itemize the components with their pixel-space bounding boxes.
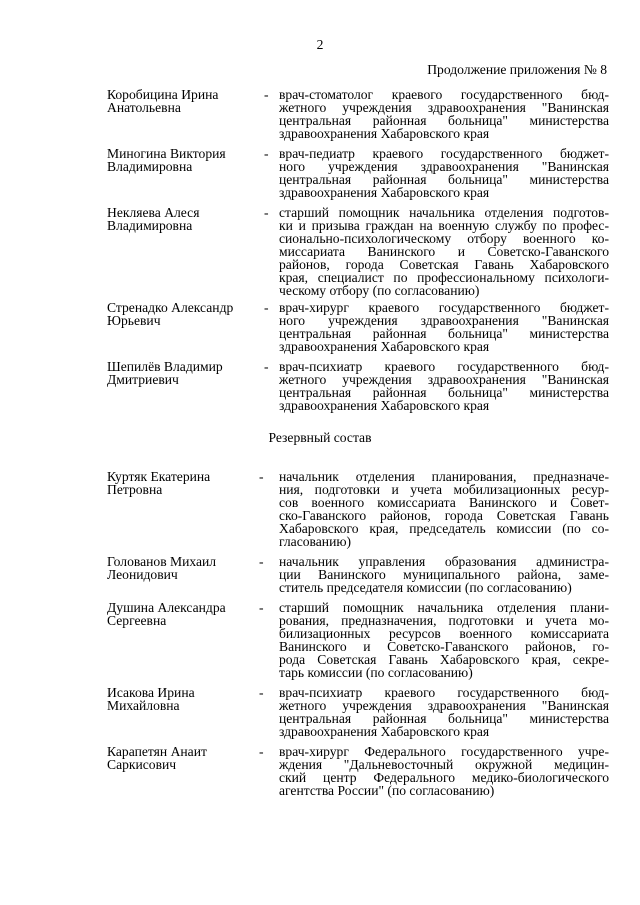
member-name [107, 301, 257, 327]
member-duty-line: ции Ванинского муниципального района, заме- [279, 567, 609, 582]
member-duty-line: врач-хирург Федерального государственного учре- [279, 744, 609, 759]
member-duty-line: центральная районная больница" министерства [279, 113, 609, 128]
member-duty-line: миссариата Ванинского и Советско-Гаванского [279, 244, 609, 259]
member-name [107, 555, 257, 581]
dash-separator: - [264, 300, 269, 315]
member-duty-line: сов военного комиссариата Ванинского и Совет- [279, 495, 609, 510]
member-duty-line: здравоохранения Хабаровского края [279, 126, 490, 141]
member-duty-line: врач-стоматолог краевого государственного бюд- [279, 87, 609, 102]
member-name-line: Владимировна [107, 159, 193, 174]
reserve-section-title: Резервный состав [268, 430, 372, 445]
member-duty [279, 360, 609, 412]
member-name-line: Карапетян Анаит [107, 744, 207, 759]
dash-separator: - [264, 205, 269, 220]
member-duty-line: края, специалист по профессиональному психологи- [279, 270, 609, 285]
member-name-line: Дмитриевич [107, 372, 179, 387]
member-duty-line: ский центр Федерального медико-биологического [279, 770, 609, 785]
member-name-line: Юрьевич [107, 313, 161, 328]
member-duty [279, 686, 609, 738]
member-duty-line: тарь комиссии (по согласованию) [279, 665, 473, 680]
member-duty [279, 147, 609, 199]
member-duty-line: врач-педиатр краевого государственного бюджет- [279, 146, 609, 161]
dash-separator: - [259, 469, 264, 484]
member-duty-line: центральная районная больница" министерства [279, 326, 609, 341]
dash-separator: - [259, 685, 264, 700]
member-duty [279, 301, 609, 353]
member-duty-line: здравоохранения Хабаровского края [279, 398, 490, 413]
dash-separator: - [259, 600, 264, 615]
member-name-line: Миногина Виктория [107, 146, 226, 161]
member-name [107, 147, 257, 173]
member-duty-line: ститель председателя комиссии (по согласованию) [279, 580, 572, 595]
member-name-line: Некляева Алеся [107, 205, 200, 220]
member-duty-line: гласованию) [279, 534, 352, 549]
member-name [107, 206, 257, 232]
member-duty-line: жетного учреждения здравоохранения "Ванинская [279, 100, 609, 115]
continuation-header: Продолжение приложения № 8 [427, 62, 607, 77]
dash-separator: - [264, 146, 269, 161]
dash-separator: - [259, 554, 264, 569]
member-duty [279, 470, 609, 548]
member-duty-line: центральная районная больница" министерства [279, 172, 609, 187]
member-name [107, 745, 257, 771]
member-duty-line: начальник отделения планирования, предназначе- [279, 469, 609, 484]
member-duty-line: районов, города Советская Гавань Хабаровского [279, 257, 609, 272]
member-name-line: Петровна [107, 482, 163, 497]
member-name [107, 470, 257, 496]
member-duty-line: здравоохранения Хабаровского края [279, 185, 490, 200]
member-duty-line: ско-Гаванского районов, города Советская Гавань [279, 508, 609, 523]
member-duty-line: Ванинского и Советско-Гаванского районов, го- [279, 639, 609, 654]
dash-separator: - [259, 744, 264, 759]
member-duty-line: ческому отбору (по согласованию) [279, 283, 480, 298]
member-duty-line: центральная районная больница" министерства [279, 711, 609, 726]
member-name-line: Голованов Михаил [107, 554, 217, 569]
member-duty-line: старший помощник начальника отделения плани- [279, 600, 609, 615]
member-name-line: Исакова Ирина [107, 685, 195, 700]
member-name [107, 601, 257, 627]
member-duty-line: ждения "Дальневосточный окружной медицин- [279, 757, 609, 772]
member-name-line: Куртяк Екатерина [107, 469, 211, 484]
member-duty-line: билизационных ресурсов военного комиссариата [279, 626, 609, 641]
member-name-line: Душина Александра [107, 600, 226, 615]
member-name-line: Стренадко Александр [107, 300, 234, 315]
member-duty-line: ного учреждения здравоохранения "Ванинская [279, 159, 609, 174]
member-duty-line: ния, подготовки и учета мобилизационных ресур- [279, 482, 609, 497]
member-duty [279, 555, 609, 594]
member-duty [279, 88, 609, 140]
member-name-line: Шепилёв Владимир [107, 359, 223, 374]
member-name-line: Владимировна [107, 218, 193, 233]
member-duty-line: агентства России" (по согласованию) [279, 783, 495, 798]
member-name [107, 686, 257, 712]
member-duty [279, 206, 609, 297]
dash-separator: - [264, 359, 269, 374]
member-duty-line: врач-психиатр краевого государственного бюд- [279, 359, 609, 374]
member-name [107, 88, 257, 114]
member-duty-line: врач-хирург краевого государственного бюджет- [279, 300, 609, 315]
member-duty-line: жетного учреждения здравоохранения "Ванинская [279, 372, 609, 387]
member-duty-line: рода Советская Гавань Хабаровского края, секре- [279, 652, 609, 667]
member-duty-line: здравоохранения Хабаровского края [279, 339, 490, 354]
member-duty [279, 601, 609, 679]
member-duty-line: ного учреждения здравоохранения "Ванинская [279, 313, 609, 328]
member-name-line: Саркисович [107, 757, 177, 772]
member-duty-line: здравоохранения Хабаровского края [279, 724, 490, 739]
member-name-line: Сергеевна [107, 613, 167, 628]
member-duty-line: рования, предназначения, подготовки и учета мо- [279, 613, 609, 628]
member-name-line: Михайловна [107, 698, 180, 713]
page-number: 2 [316, 37, 324, 52]
member-duty-line: старший помощник начальника отделения подготов- [279, 205, 609, 220]
dash-separator: - [264, 87, 269, 102]
member-duty-line: начальник управления образования администра- [279, 554, 609, 569]
member-duty-line: сионально-психологическому отбору военного ко- [279, 231, 609, 246]
member-name [107, 360, 257, 386]
member-name-line: Коробицина Ирина [107, 87, 219, 102]
member-name-line: Леонидович [107, 567, 178, 582]
member-duty-line: жетного учреждения здравоохранения "Ванинская [279, 698, 609, 713]
member-duty-line: ки и призыва граждан на военную службу по профес- [279, 218, 609, 233]
member-duty [279, 745, 609, 797]
member-duty-line: врач-психиатр краевого государственного бюд- [279, 685, 609, 700]
member-duty-line: центральная районная больница" министерства [279, 385, 609, 400]
member-name-line: Анатольевна [107, 100, 181, 115]
member-duty-line: Хабаровского края, председатель комиссии (по со- [279, 521, 609, 536]
